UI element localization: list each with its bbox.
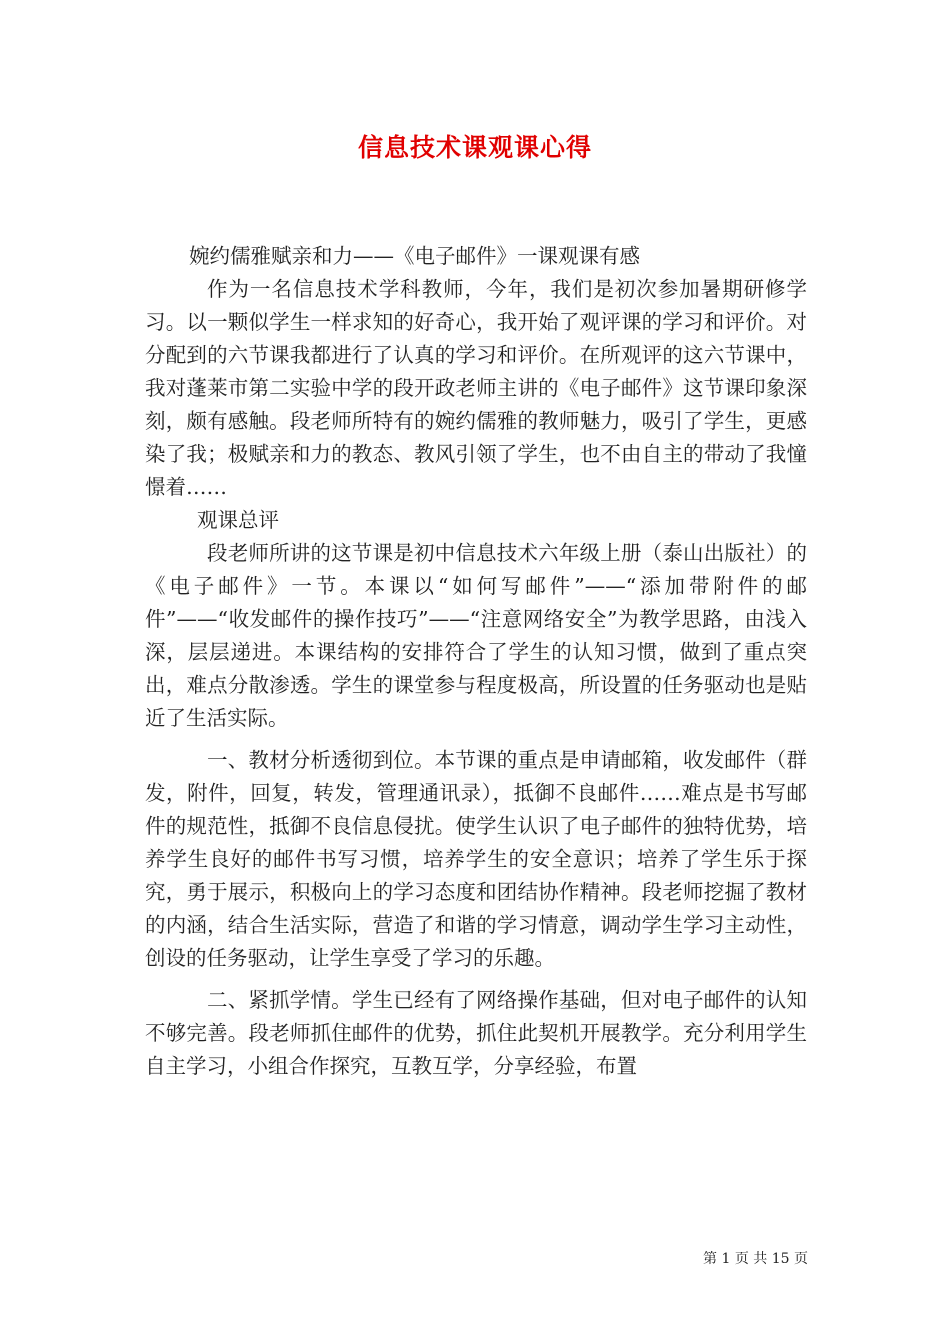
- section-heading-summary: 观课总评: [197, 508, 279, 532]
- paragraph-summary: 段老师所讲的这节课是初中信息技术六年级上册（泰山出版社）的《电子邮件》一节。本课以“如何写邮件”——“添加带附件的邮件”——“收发邮件的操作技巧”——“注意网络安全”为教学思路，由浅入深，层层递进。本课结构的安排符合了学生的认知习惯，做到了重点突出，难点分散渗透。学生的课堂参与程度极高，所设置的任务驱动也是贴近了生活实际。: [145, 541, 807, 730]
- document-title: 信息技术课观课心得: [357, 133, 592, 162]
- page-number: 第 1 页 共 15 页: [703, 1251, 808, 1267]
- document-body: [145, 240, 807, 1083]
- paragraph-point-two: 二、紧抓学情。学生已经有了网络操作基础，但对电子邮件的认知不够完善。段老师抓住邮件的优势，抓住此契机开展教学。充分利用学生自主学习，小组合作探究，互教互学，分享经验，布置: [145, 988, 807, 1078]
- paragraph-intro: 作为一名信息技术学科教师，今年，我们是初次参加暑期研修学习。以一颗似学生一样求知的好奇心，我开始了观评课的学习和评价。对分配到的六节课我都进行了认真的学习和评价。在所观评的这六节课中，我对蓬莱市第二实验中学的段开政老师主讲的《电子邮件》这节课印象深刻，颇有感触。段老师所特有的婉约儒雅的教师魅力，吸引了学生，更感染了我；极赋亲和力的教态、教风引领了学生，也不由自主的带动了我憧憬着……: [145, 277, 807, 499]
- document-subtitle: 婉约儒雅赋亲和力——《电子邮件》一课观课有感: [189, 244, 640, 268]
- paragraph-point-one: 一、教材分析透彻到位。本节课的重点是申请邮箱，收发邮件（群发，附件，回复，转发，管理通讯录），抵御不良邮件……难点是书写邮件的规范性，抵御不良信息侵扰。使学生认识了电子邮件的独特优势，培养学生良好的邮件书写习惯，培养学生的安全意识；培养了学生乐于探究，勇于展示，积极向上的学习态度和团结协作精神。段老师挖掘了教材的内涵，结合生活实际，营造了和谐的学习情意，调动学生学习主动性，创设的任务驱动，让学生享受了学习的乐趣。: [145, 748, 807, 970]
